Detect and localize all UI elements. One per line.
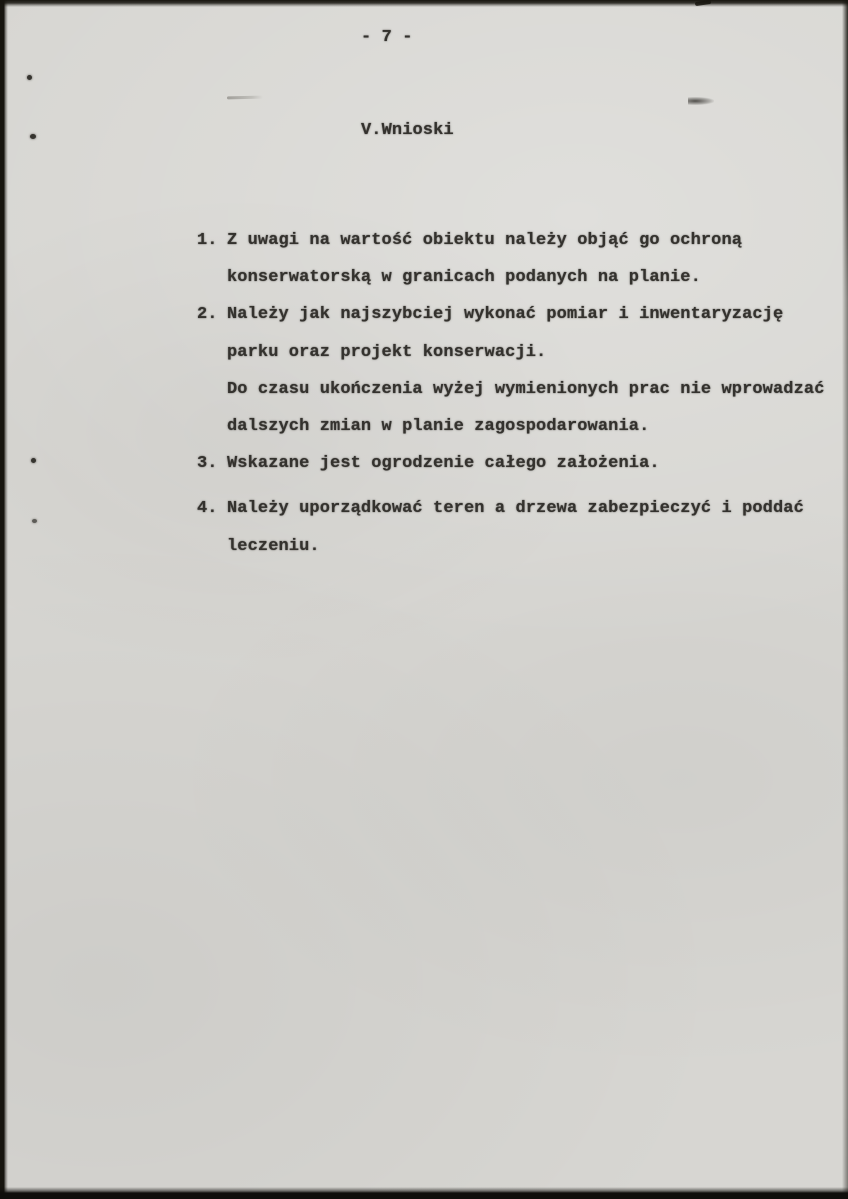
list-item-line: Do czasu ukończenia wyżej wymienionych prac nie wprowadzać: [227, 379, 825, 399]
list-item: [197, 296, 847, 445]
scan-edge-bottom: [0, 1187, 848, 1199]
scan-edge-top: [0, 0, 848, 7]
list-item-line: konserwatorską w granicach podanych na planie.: [227, 268, 701, 288]
conclusions-list: [197, 222, 847, 565]
list-item-line: Z uwagi na wartość obiektu należy objąć go ochroną: [227, 231, 743, 250]
page-number: - 7 -: [361, 28, 413, 47]
list-item-line: Należy jak najszybciej wykonać pomiar i inwentaryzację: [227, 305, 784, 325]
scan-edge-tick: [695, 0, 711, 6]
list-item-line: dalszych zmian w planie zagospodarowania.: [227, 417, 650, 437]
list-item-line: Wskazane jest ogrodzenie całego założenia.: [227, 454, 660, 474]
list-item: [197, 445, 847, 482]
list-item-marker: 1.: [197, 231, 218, 250]
pencil-dash-mark: [227, 96, 263, 100]
ink-speck: [27, 75, 32, 80]
list-item: [197, 222, 847, 296]
list-item-marker: 3.: [197, 454, 218, 474]
ink-speck: [32, 519, 37, 523]
list-item-line: leczeniu.: [227, 536, 320, 556]
list-item-line: Należy uporządkować teren a drzewa zabezpieczyć i poddać: [227, 499, 804, 519]
section-heading: V.Wnioski: [361, 121, 454, 140]
ink-smudge-mark: [688, 97, 714, 105]
list-item-marker: 2.: [197, 305, 218, 325]
ink-speck: [30, 134, 36, 139]
list-item-line: parku oraz projekt konserwacji.: [227, 342, 547, 362]
scan-edge-left: [0, 0, 8, 1199]
list-item-marker: 4.: [197, 499, 218, 519]
scan-edge-right: [842, 0, 848, 1199]
list-item: [197, 490, 847, 564]
ink-speck: [31, 458, 36, 463]
